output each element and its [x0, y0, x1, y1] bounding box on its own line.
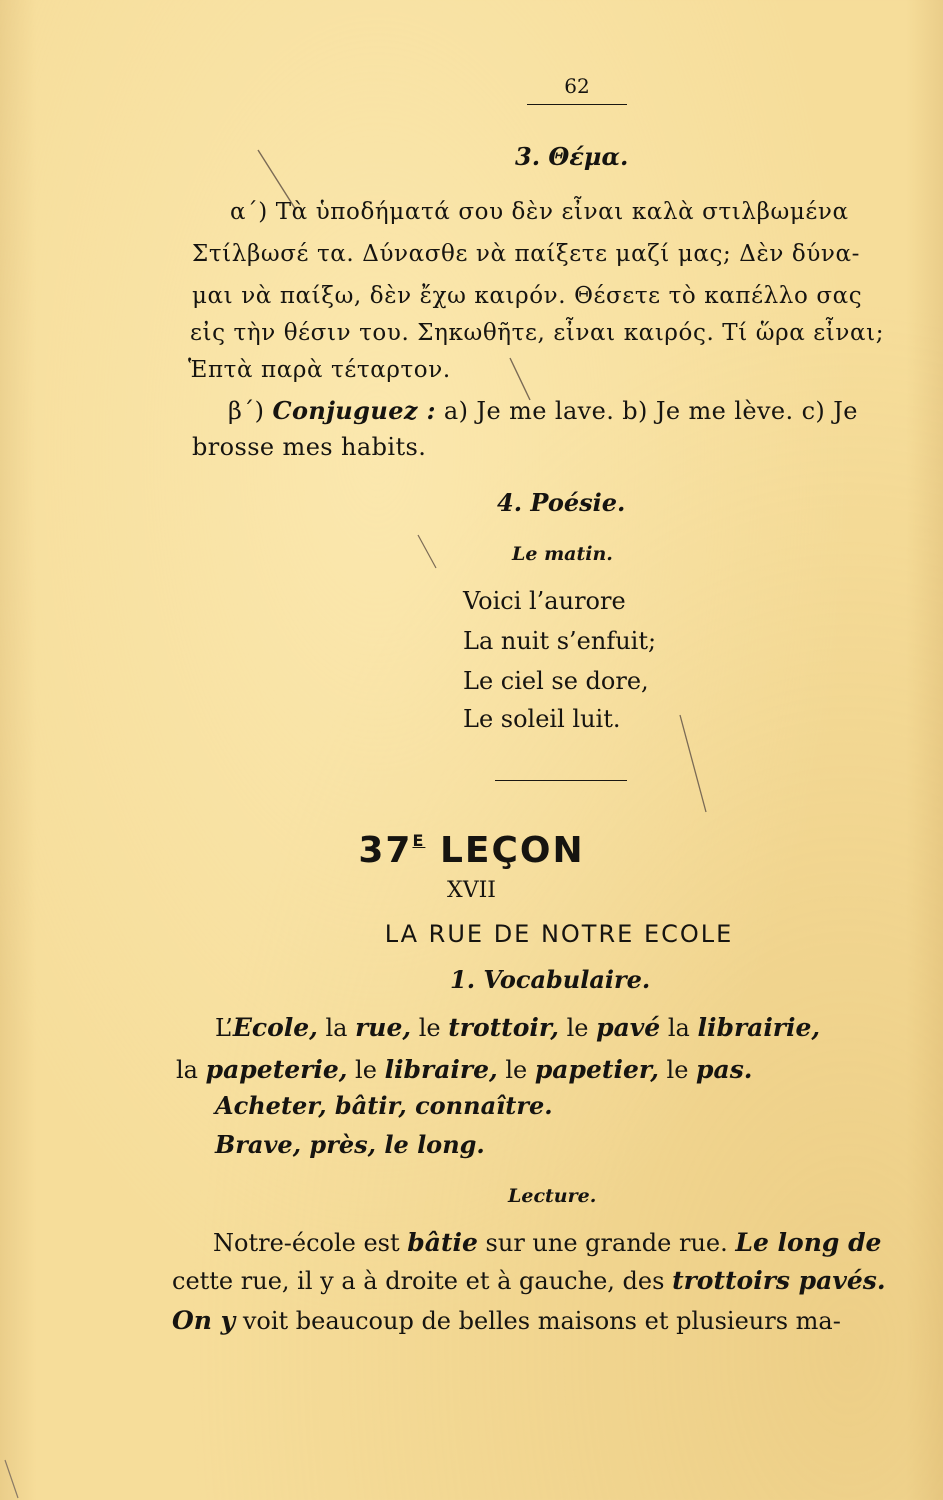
vocab-line-2	[176, 1055, 753, 1084]
greek-line: Στίλβωσέ τα. Δύνασθε νὰ παίξετε μαζί μας; Δὲν δύνα-	[192, 241, 860, 267]
text-segment: voit beaucoup de belles maisons et plusieurs ma-	[235, 1307, 841, 1335]
vocab-line-3: Acheter, bâtir, connaître.	[215, 1091, 553, 1120]
pencil-stroke	[418, 535, 436, 568]
text-segment: Notre-école est	[213, 1229, 408, 1257]
text-segment: le	[347, 1056, 385, 1084]
pencil-stroke	[5, 1460, 18, 1498]
vocab-term: rue,	[355, 1013, 412, 1042]
vocab-term: trottoir,	[448, 1013, 559, 1042]
greek-line: α΄) Τὰ ὑποδήματά σου δὲν εἶναι καλὰ στιλβωμένα	[230, 199, 849, 225]
page-number: 62	[564, 74, 590, 98]
lecture-line-1	[213, 1228, 881, 1257]
vocabulaire-heading: 1. Vocabulaire.	[450, 965, 651, 994]
text-segment: le	[497, 1056, 535, 1084]
lesson-roman-numeral: XVII	[447, 878, 496, 903]
vocab-term: pavé	[596, 1013, 661, 1042]
text-segment: cette rue, il y a à droite et à gauche, des	[172, 1267, 673, 1295]
conjugate-rest: a) Je me lave. b) Je me lève. c) Je	[435, 397, 858, 425]
conjugate-line	[228, 396, 858, 425]
page-number-rule	[527, 104, 627, 105]
vocab-term: Le long de	[735, 1228, 882, 1257]
text-segment: L’	[215, 1014, 233, 1042]
theme-heading: 3. Θέμα.	[515, 142, 629, 171]
text-segment: le	[658, 1056, 697, 1084]
vocab-term: libraire,	[384, 1055, 498, 1084]
pencil-stroke	[680, 715, 706, 812]
lecture-line-2	[172, 1266, 886, 1295]
text-segment: la	[317, 1014, 356, 1042]
lesson-number: 37	[358, 830, 413, 871]
greek-line: εἰς τὴν θέσιν του. Σηκωθῆτε, εἶναι καιρός. Τί ὥρα εἶναι;	[190, 320, 885, 346]
text-segment: le	[558, 1014, 597, 1042]
poesie-heading: 4. Poésie.	[497, 488, 626, 517]
lesson-subtitle: LA RUE DE NOTRE ECOLE	[384, 920, 734, 948]
poem-line: Voici l’aurore	[463, 587, 626, 615]
poem-title: Le matin.	[512, 543, 613, 565]
vocab-term: papetier,	[534, 1055, 659, 1084]
vocab-term: bâtie	[407, 1228, 478, 1257]
conjugate-continuation: brosse mes habits.	[192, 433, 427, 461]
vocab-term: trottoirs pavés.	[672, 1266, 886, 1295]
vocab-term: librairie,	[697, 1013, 821, 1042]
vocab-term: pas.	[696, 1055, 753, 1084]
section-divider	[495, 780, 627, 781]
lecture-heading: Lecture.	[508, 1185, 597, 1207]
greek-line: μαι νὰ παίξω, δὲν ἔχω καιρόν. Θέσετε τὸ καπέλλο σας	[192, 283, 863, 309]
lesson-word: LEÇON	[425, 830, 585, 871]
poem-line: Le soleil luit.	[463, 705, 621, 733]
conjugate-prefix: β΄)	[228, 397, 273, 425]
pencil-stroke	[510, 358, 530, 400]
lecture-line-3	[172, 1306, 841, 1335]
vocab-term: papeterie,	[205, 1055, 348, 1084]
vocab-term: Ecole,	[232, 1013, 318, 1042]
text-segment: sur une grande rue.	[477, 1229, 736, 1257]
vocab-line-4: Brave, près, le long.	[215, 1130, 485, 1159]
conjugate-label: Conjuguez :	[272, 396, 436, 425]
vocab-line-1	[215, 1013, 820, 1042]
poem-line: Le ciel se dore,	[463, 667, 649, 695]
text-segment: la	[660, 1014, 698, 1042]
lesson-title	[0, 830, 943, 871]
greek-line: Ἑπτὰ παρὰ τέταρτον.	[188, 357, 451, 383]
text-segment: le	[411, 1014, 449, 1042]
lesson-number-suffix: E	[412, 831, 426, 850]
vocab-term: On y	[172, 1306, 236, 1335]
text-segment: la	[176, 1056, 206, 1084]
poem-line: La nuit s’enfuit;	[463, 627, 657, 655]
